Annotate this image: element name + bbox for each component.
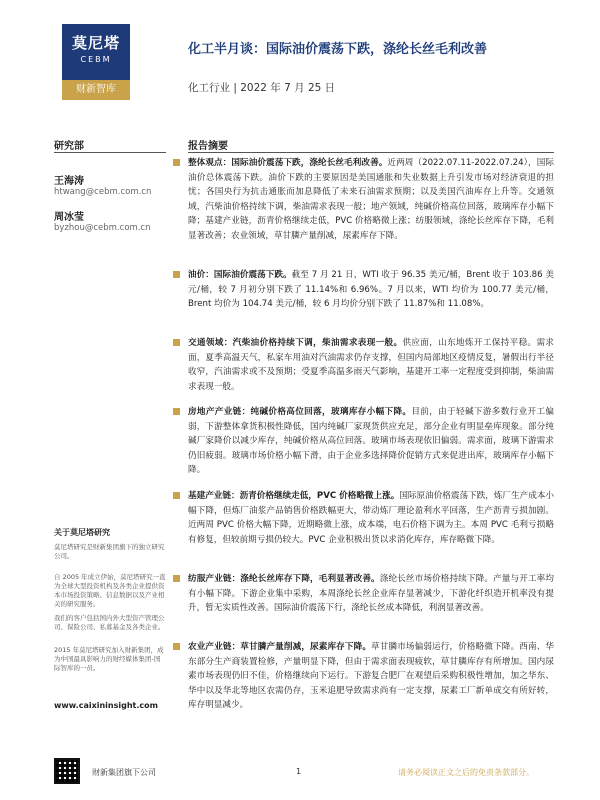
footer-company: 财新集团旗下公司	[92, 768, 156, 777]
bullet-marker	[173, 159, 180, 166]
website-link[interactable]: www.caixininsight.com	[54, 701, 158, 710]
bullet-text: 草甘膦市场偏弱运行，价格略微下降。西南、华东部分生产商装置检修，产量明显下降，但由于需求面表现疲软，草甘膦库存有所增加。国内尿素市场表现仍旧不佳，价格继续向下运行。下游复合肥厂在观望后采购积极性增加，加之华东、华中以及华北等地区农需仍存，玉米追肥导致需求尚有一定支撑，尿素工厂新单成交有所好转，库存明显减少。	[188, 642, 554, 711]
summary-heading: 报告摘要	[188, 141, 228, 152]
summary-bullet	[188, 156, 554, 244]
about-paragraph: 自 2005 年成立伊始，莫尼塔研究一直为全球大型投资机构及各类企业提供资本市场投资策略、信息数据以及产业相关的研究服务。	[54, 573, 166, 608]
summary-bullet	[188, 572, 554, 616]
summary-bullet	[188, 268, 554, 312]
summary-bullet	[188, 405, 554, 478]
bullet-text: 目前，由于轻碱下游多数行业开工偏弱，下游整体拿货积极性降低，国内纯碱厂家现货供应充足，部分企业有明显垒库现象。部分纯碱厂家降价以减少库存，纯碱价格从高位回落。玻璃市场表现依旧偏弱。需求面，玻璃下游需求仍旧疲弱。玻璃市场价格小幅下滑，由于企业多选择降价促销方式来促进出库，玻璃库存小幅下降。	[188, 407, 554, 476]
analyst-name: 王海涛	[54, 176, 84, 187]
bullet-lead: 整体观点：国际油价震荡下跌，涤纶长丝毛利改善。	[188, 158, 388, 168]
sidebar-heading: 研究部	[54, 141, 84, 152]
logo-sub: 财新智库	[62, 80, 130, 100]
page-number: 1	[296, 767, 302, 776]
bullet-text: 供应面，山东地炼开工保持平稳。需求面，夏季高温天气，私家车用油对汽油需求仍存支撑，但国内局部地区疫情反复，暑假出行半径收窄，汽油需求或不及预期；受夏季高温多雨天气影响，基建开工率一定程度受到抑制，柴油需求表现一般。	[188, 338, 554, 392]
bullet-lead: 纺服产业链：涤纶长丝库存下降，毛利显著改善。	[188, 574, 380, 584]
summary-bullet	[188, 336, 554, 394]
main-divider	[188, 152, 554, 153]
analyst-email[interactable]: htwang@cebm.com.cn	[54, 187, 152, 197]
bullet-text: 国际原油价格震荡下跌，炼厂生产成本小幅下降，但炼厂油浆产品销售价格跌幅更大，带动炼厂理论盈利水平回落，生产沥青亏损加剧。近两周 PVC 价格大幅下降，近期略微上涨，成本端，电石价格下调为主。本周 PVC 毛利亏损略有修复，但较前期亏损仍较大。PVC 企业积极出货以求消化库存，库存略微下降。	[188, 491, 555, 545]
about-paragraph: 2015 年莫尼塔研究加入财新集团，成为中国最具影响力的财经媒体集团-国际智库的一员。	[54, 646, 164, 672]
bullet-marker	[173, 408, 180, 415]
logo-en: CEBM	[80, 55, 112, 64]
bullet-lead: 交通领域：汽柴油价格持续下调，柴油需求表现一般。	[188, 338, 403, 348]
bullet-marker	[173, 339, 180, 346]
report-title: 化工半月谈：国际油价震荡下跌，涤纶长丝毛利改善	[188, 42, 488, 57]
summary-bullet	[188, 489, 554, 547]
analyst-email[interactable]: byzhou@cebm.com.cn	[54, 223, 151, 233]
bullet-marker	[173, 492, 180, 499]
bullet-text: 近两周（2022.07.11-2022.07.24），国际油价总体震荡下跌。油价下跌的主要原因是美国通胀和失业数据上升引发市场对经济衰退的担忧；各国央行为抗击通胀而加息降低了未来石油需求预期；以及美国汽油库存上升等。交通领域，汽柴油价格持续下调，柴油需求表现一般；地产领域，纯碱价格高位回落，玻璃库存小幅下降；基建产业链，沥青价格继续走低，PVC 价格略微上涨；纺服领域，涤纶长丝库存下降，毛利显著改善；农业领域，草甘膦产量削减，尿素库存下降。	[188, 158, 554, 241]
company-logo	[62, 24, 130, 100]
bullet-text: 涤纶长丝市场价格持续下降。产量与开工率均有小幅下降。下游企业集中采购，本周涤纶长丝企业库存显著减少，下游化纤织造开机率没有提升，暂无实质性改善。国际油价震荡下行，涤纶长丝成本降低，利润显著改善。	[188, 574, 554, 614]
logo-cn: 莫尼塔	[71, 34, 120, 52]
about-paragraph: 莫尼塔研究是财新集团旗下的独立研究公司。	[54, 543, 165, 560]
about-paragraph: 我们的客户包括国内外大型资产管理公司、保险公司、私募基金及各类企业。	[54, 614, 165, 631]
disclaimer-note: 请务必阅读正文之后的免责条款部分。	[398, 768, 534, 777]
report-subtitle: 化工行业 | 2022 年 7 月 25 日	[188, 82, 336, 94]
analyst-name: 周冰莹	[54, 212, 84, 223]
bullet-marker	[173, 271, 180, 278]
bullet-marker	[173, 575, 180, 582]
bullet-lead: 房地产产业链：纯碱价格高位回落，玻璃库存小幅下降。	[188, 407, 412, 417]
bullet-lead: 基建产业链：沥青价格继续走低，PVC 价格略微上涨。	[188, 491, 400, 501]
about-title: 关于莫尼塔研究	[54, 528, 110, 537]
qr-code-icon	[54, 758, 80, 784]
bullet-text: 截至 7 月 21 日，WTI 收于 96.35 美元/桶，Brent 收于 103.86 美元/桶，较 7 月初分别下跌了 11.14%和 6.96%。7 月以来，WTI 均价为 100.77 美元/桶，Brent 均价为 104.74 美元/桶，较 6 月均价分别下跌了 11.87%和 11.08%。	[188, 270, 554, 310]
bullet-marker	[173, 643, 180, 650]
sidebar-divider	[54, 152, 166, 153]
bullet-lead: 油价：国际油价震荡下跌。	[188, 270, 292, 280]
summary-bullet	[188, 640, 554, 713]
bullet-lead: 农业产业链：草甘膦产量削减，尿素库存下降。	[188, 642, 372, 652]
